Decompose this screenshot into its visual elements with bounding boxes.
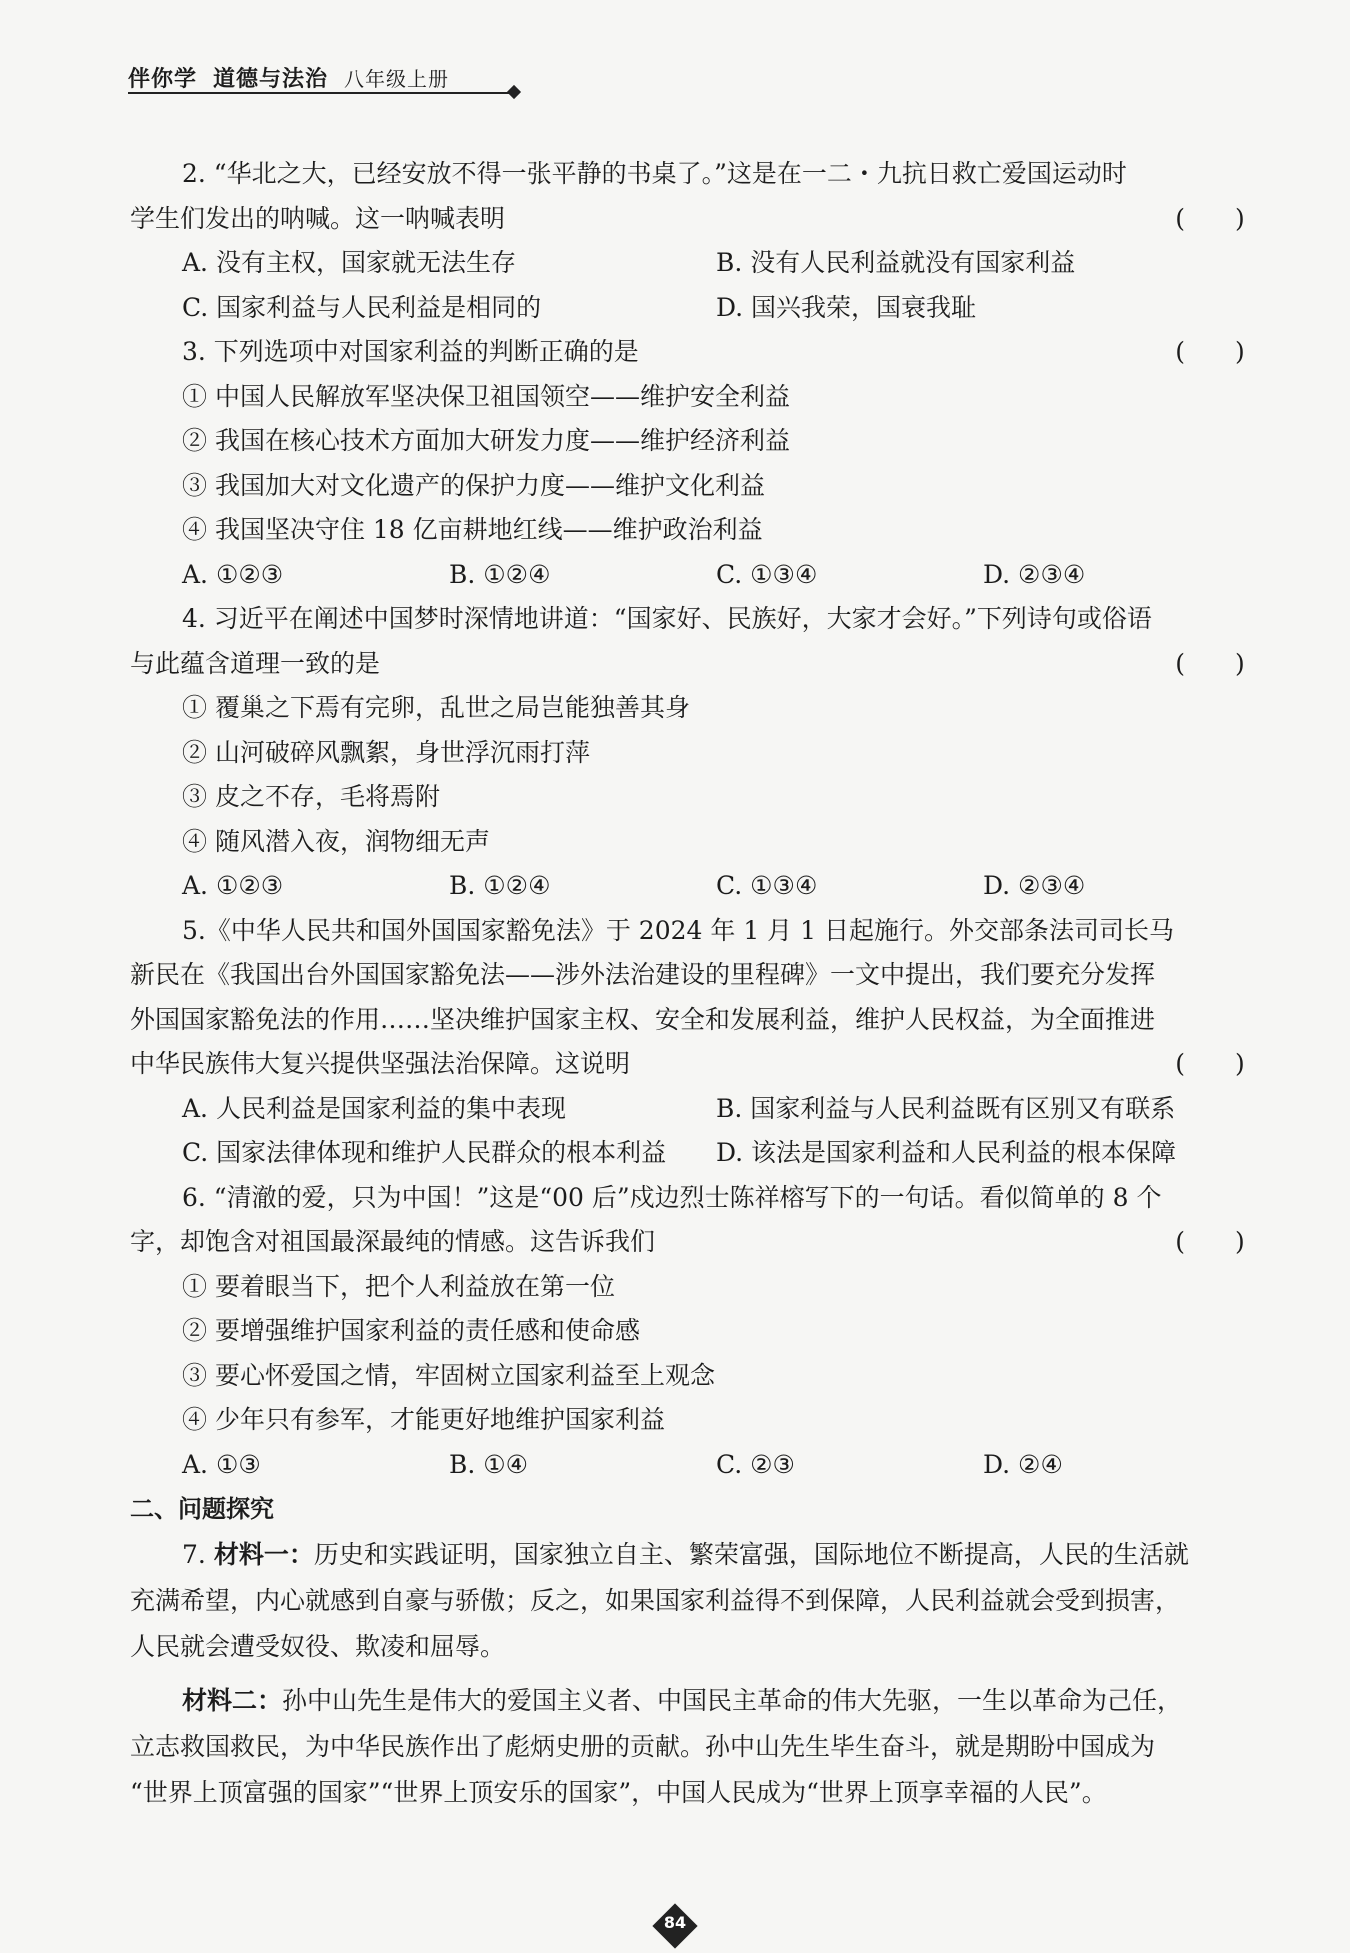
- diamond-icon: [507, 85, 521, 99]
- header-rule: [128, 92, 514, 94]
- question-stem-line: 2. “华北之大，已经安放不得一张平静的书桌了。”这是在一二・九抗日救亡爱国运动时: [182, 159, 1127, 188]
- option-a: A. ①②③: [182, 559, 284, 589]
- statement-item: ① 中国人民解放军坚决保卫祖国领空——维护安全利益: [182, 381, 790, 411]
- material-line: 材料二：孙中山先生是伟大的爱国主义者、中国民主革命的伟大先驱，一生以革命为己任，: [182, 1685, 1183, 1715]
- option-a: A. ①③: [182, 1449, 261, 1479]
- material-line: 充满希望，内心就感到自豪与骄傲；反之，如果国家利益得不到保障，人民利益就会受到损害，: [130, 1585, 1181, 1615]
- question-7: [130, 1532, 1250, 1816]
- statement-item: ① 要着眼当下，把个人利益放在第一位: [182, 1271, 615, 1301]
- material-line: 7. 材料一：历史和实践证明，国家独立自主、繁荣富强，国际地位不断提高，人民的生活就: [182, 1539, 1189, 1569]
- question-stem-line: 外国国家豁免法的作用……坚决维护国家主权、安全和发展利益，维护人民权益，为全面推进: [130, 1004, 1156, 1034]
- material-line: 人民就会遭受奴役、欺凌和屈辱。: [130, 1631, 506, 1661]
- option-c: C. 国家利益与人民利益是相同的: [182, 292, 542, 322]
- option-c: C. ①③④: [716, 871, 818, 900]
- option-b: B. ①④: [449, 1449, 529, 1479]
- answer-parentheses: ( ): [1175, 203, 1245, 233]
- option-a: A. ①②③: [182, 871, 284, 900]
- option-d: D. 国兴我荣，国衰我耻: [716, 292, 977, 322]
- question-3: [130, 330, 1250, 597]
- question-stem-line: 新民在《我国出台外国国家豁免法——涉外法治建设的里程碑》一文中提出，我们要充分发挥: [130, 960, 1156, 989]
- material-line: “世界上顶富强的国家”“世界上顶安乐的国家”，中国人民成为“世界上顶享幸福的人民”。: [130, 1777, 1107, 1807]
- statement-item: ② 要增强维护国家利益的责任感和使命感: [182, 1316, 640, 1345]
- question-stem-line: 6. “清澈的爱，只为中国！”这是“00 后”戍边烈士陈祥榕写下的一句话。看似简单的 8 个: [182, 1182, 1162, 1212]
- statement-item: ④ 随风潜入夜，润物细无声: [182, 826, 490, 856]
- option-b: B. 国家利益与人民利益既有区别又有联系: [716, 1093, 1176, 1123]
- option-row: [130, 864, 1250, 909]
- statement-item: ② 我国在核心技术方面加大研发力度——维护经济利益: [182, 426, 790, 455]
- option-row: [130, 1087, 1250, 1132]
- page-number: 84: [663, 1913, 687, 1932]
- answer-parentheses: ( ): [1175, 1049, 1245, 1078]
- question-stem-line: 中华民族伟大复兴提供坚强法治保障。这说明 ( ): [130, 1042, 1250, 1087]
- statement-item: ② 山河破碎风飘絮，身世浮沉雨打萍: [182, 737, 590, 767]
- running-header: [128, 58, 523, 98]
- material-line: 立志救国救民，为中华民族作出了彪炳史册的贡献。孙中山先生毕生奋斗，就是期盼中国成为: [130, 1731, 1156, 1761]
- question-stem-line: 字，却饱含对祖国最深最纯的情感。这告诉我们 ( ): [130, 1220, 1250, 1265]
- question-5: [130, 909, 1250, 1176]
- section-heading: 二、问题探究: [130, 1495, 274, 1523]
- question-stem-line: 3. 下列选项中对国家利益的判断正确的是 ( ): [130, 330, 1250, 375]
- header-book: 伴你学: [128, 67, 198, 92]
- option-b: B. ①②④: [449, 871, 551, 900]
- header-subject: 道德与法治: [213, 67, 329, 92]
- option-d: D. ②③④: [983, 871, 1086, 900]
- option-a: A. 没有主权，国家就无法生存: [182, 248, 516, 277]
- option-row: [130, 241, 1250, 286]
- answer-parentheses: ( ): [1175, 1227, 1245, 1256]
- statement-item: ④ 少年只有参军，才能更好地维护国家利益: [182, 1405, 665, 1434]
- option-d: D. ②③④: [983, 559, 1086, 589]
- option-d: D. 该法是国家利益和人民利益的根本保障: [716, 1138, 1177, 1167]
- material-2-label: 材料二：: [182, 1685, 283, 1715]
- statement-item: ③ 要心怀爱国之情，牢固树立国家利益至上观念: [182, 1360, 715, 1390]
- answer-parentheses: ( ): [1175, 337, 1245, 366]
- option-row: [130, 1131, 1250, 1176]
- question-4: [130, 597, 1250, 909]
- question-stem-line: 5.《中华人民共和国外国国家豁免法》于 2024 年 1 月 1 日起施行。外交部条法司司长马: [182, 915, 1174, 945]
- question-stem-line: 与此蕴含道理一致的是 ( ): [130, 642, 1250, 687]
- option-c: C. ②③: [716, 1449, 795, 1479]
- option-a: A. 人民利益是国家利益的集中表现: [182, 1093, 566, 1123]
- page-number-badge: [652, 1903, 698, 1949]
- statement-item: ③ 皮之不存，毛将焉附: [182, 782, 440, 811]
- header-title: [128, 62, 449, 93]
- option-b: B. ①②④: [449, 559, 551, 589]
- option-d: D. ②④: [983, 1449, 1063, 1479]
- option-b: B. 没有人民利益就没有国家利益: [716, 248, 1076, 277]
- option-row: [130, 286, 1250, 331]
- option-c: C. ①③④: [716, 559, 818, 589]
- question-stem-line: 学生们发出的呐喊。这一呐喊表明 ( ): [130, 197, 1250, 242]
- question-stem-line: 4. 习近平在阐述中国梦时深情地讲道：“国家好、民族好，大家才会好。”下列诗句或俗语: [182, 604, 1152, 633]
- option-row: [130, 1443, 1250, 1488]
- material-1-label: 材料一：: [213, 1539, 314, 1569]
- page-content: [130, 152, 1250, 1816]
- statement-item: ④ 我国坚决守住 18 亿亩耕地红线——维护政治利益: [182, 515, 763, 544]
- header-grade: 八年级上册: [344, 67, 450, 91]
- question-2: [130, 152, 1250, 330]
- answer-parentheses: ( ): [1175, 648, 1245, 678]
- question-6: [130, 1176, 1250, 1488]
- option-c: C. 国家法律体现和维护人民群众的根本利益: [182, 1138, 667, 1167]
- statement-item: ① 覆巢之下焉有完卵，乱世之局岂能独善其身: [182, 693, 690, 722]
- option-row: [130, 553, 1250, 598]
- statement-item: ③ 我国加大对文化遗产的保护力度——维护文化利益: [182, 470, 765, 500]
